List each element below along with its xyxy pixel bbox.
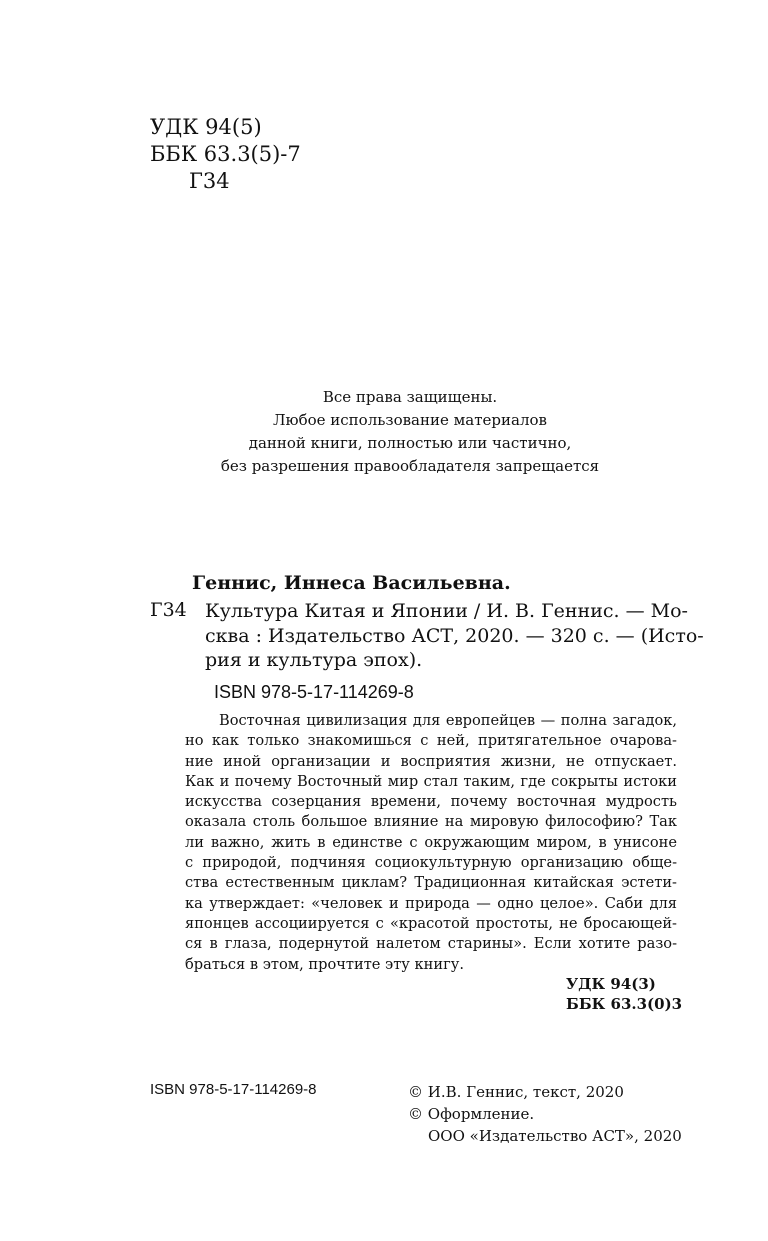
footer-isbn: ISBN 978-5-17-114269-8: [150, 1081, 317, 1098]
copyright-block: [408, 1081, 682, 1147]
abstract-line: искусства созерцания времени, почему восточная мудрость: [185, 793, 677, 811]
udk-code: УДК 94(5): [150, 115, 262, 139]
classification-codes: [150, 114, 301, 195]
rights-notice: [150, 386, 670, 478]
abstract-line: ка утверждает: «человек и природа — одно целое». Саби для: [185, 894, 677, 912]
copyright-text: © И.В. Геннис, текст, 2020: [408, 1083, 624, 1101]
description-line: сква : Издательство АСТ, 2020. — 320 с. — (Исто-: [205, 624, 704, 647]
rights-line: данной книги, полностью или частично,: [248, 434, 572, 452]
abstract-line: оказала столь большое влияние на мировую философию? Так: [185, 813, 677, 831]
rights-line: без разрешения правообладателя запрещается: [220, 457, 600, 475]
abstract-line: Восточная цивилизация для европейцев — полна загадок,: [219, 712, 677, 729]
author-mark: Г34: [189, 169, 230, 193]
abstract-line: с природой, подчиняя социокультурную организацию обще-: [185, 854, 677, 872]
description-line: Культура Китая и Японии / И. В. Геннис. — Мо-: [205, 600, 688, 622]
bibliography-author-mark: Г34: [150, 599, 187, 621]
abstract: [185, 711, 677, 975]
copyright-design: © Оформление.: [408, 1105, 535, 1123]
abstract-line: японцев ассоциируется с «красотой простоты, не бросающей-: [185, 914, 677, 932]
bottom-classification-codes: [566, 974, 682, 1014]
publisher: ООО «Издательство АСТ», 2020: [428, 1127, 682, 1145]
abstract-line: Как и почему Восточный мир стал таким, где сокрыты истоки: [185, 772, 677, 790]
bibliography-description: [205, 599, 704, 673]
rights-line: Любое использование материалов: [273, 411, 547, 429]
abstract-line: но как только знакомишься с ней, притягательное очарова-: [185, 732, 677, 750]
rights-line: Все права защищены.: [322, 388, 498, 406]
abstract-line: ние иной организации и восприятия жизни, не отпускает.: [185, 752, 677, 770]
abstract-line: ства естественным циклам? Традиционная китайская эстети-: [185, 874, 677, 892]
bibliography-author: Геннис, Иннеса Васильевна.: [192, 572, 511, 594]
abstract-line: ся в глаза, подернутой налетом старины». Если хотите разо-: [185, 935, 677, 953]
description-line: рия и культура эпох).: [205, 649, 423, 671]
bbk-code: ББК 63.3(5)-7: [150, 142, 301, 166]
abstract-line: браться в этом, прочтите эту книгу.: [185, 955, 464, 973]
bibliography-isbn: ISBN 978-5-17-114269-8: [214, 682, 414, 702]
bottom-udk-code: УДК 94(3): [566, 975, 656, 993]
abstract-line: ли важно, жить в единстве с окружающим миром, в унисоне: [185, 833, 677, 851]
bottom-bbk-code: ББК 63.3(0)3: [566, 995, 683, 1013]
